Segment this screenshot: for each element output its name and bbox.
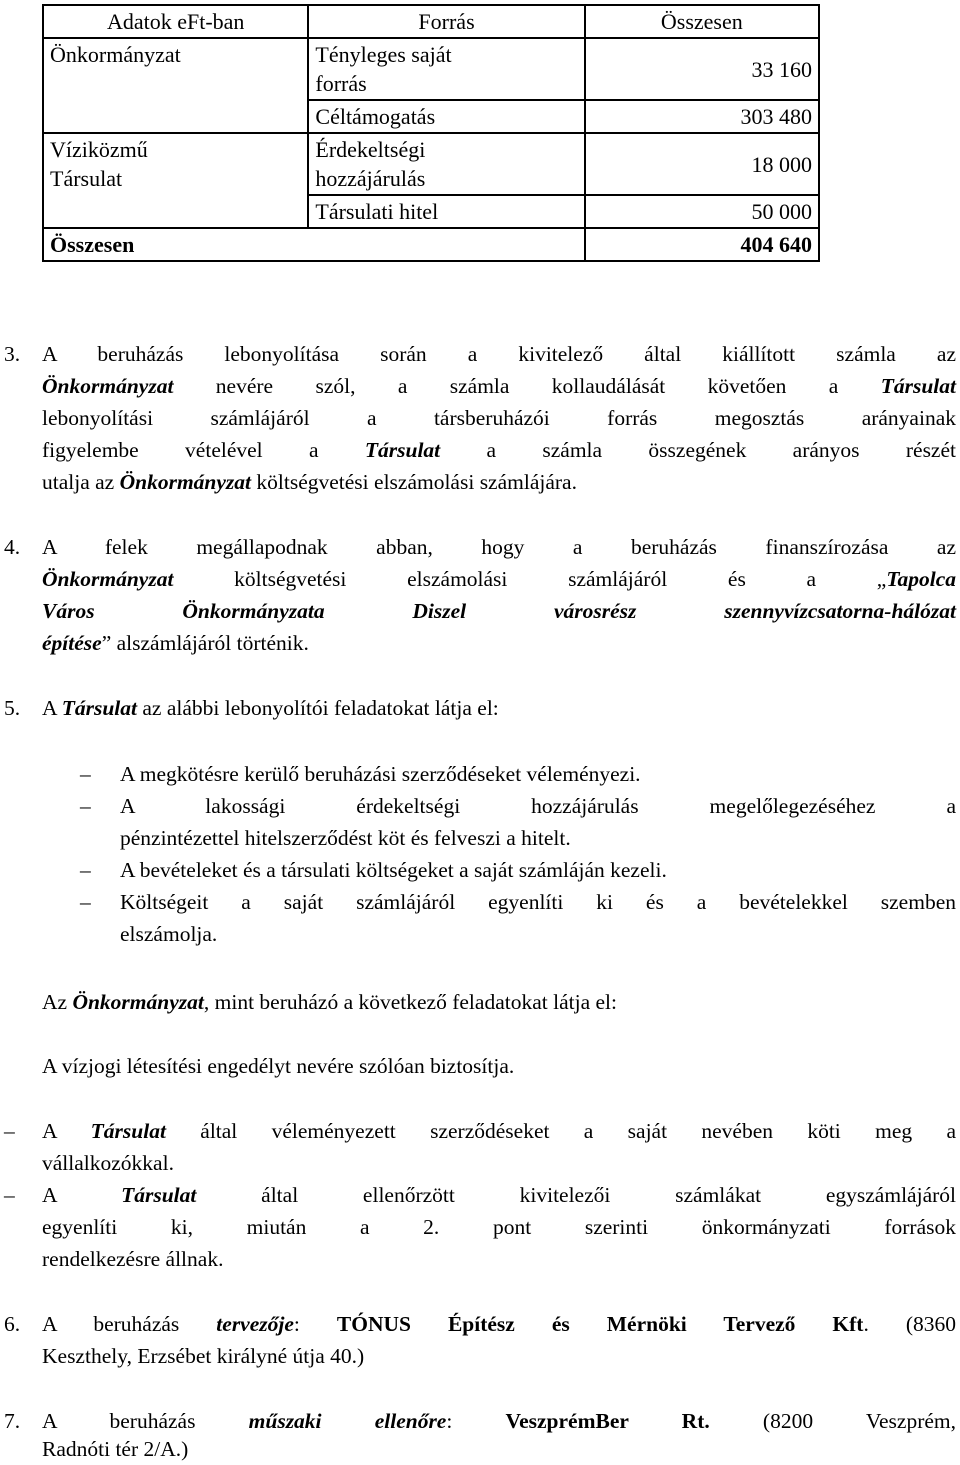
- table-header: Összesen: [585, 5, 819, 38]
- text-line: Az Önkormányzat, mint beruházó a következő feladatokat látja el:: [42, 990, 617, 1014]
- paragraph-number: 3.: [4, 342, 21, 366]
- list-item-continuation: elszámolja.: [120, 922, 218, 946]
- table-cell-source: Társulati hitel: [308, 195, 584, 228]
- list-item: A lakossági érdekeltségi hozzájárulás megelőlegezéséhez a: [120, 794, 956, 818]
- financing-table: [42, 4, 820, 262]
- table-cell-amount: 33 160: [585, 38, 819, 100]
- list-item-continuation: vállalkozókkal.: [42, 1151, 174, 1175]
- text-line: A beruházás tervezője: TÓNUS Építész és Mérnöki Tervező Kft. (8360: [42, 1312, 957, 1336]
- table-cell-entity: [43, 100, 308, 133]
- text-line: A Társulat az alábbi lebonyolítói feladatokat látja el:: [42, 696, 499, 720]
- list-item-continuation: pénzintézettel hitelszerződést köt és felveszi a hitelt.: [120, 826, 571, 850]
- table-header: Adatok eFt-ban: [43, 5, 308, 38]
- paragraph-number: 7.: [4, 1409, 21, 1433]
- text-line: A beruházás műszaki ellenőre: VeszprémBer Rt. (8200 Veszprém,: [42, 1409, 957, 1433]
- text-line: utalja az Önkormányzat költségvetési elszámolási számlájára.: [42, 470, 577, 494]
- list-item: A Társulat által véleményezett szerződéseket a saját nevében köti meg a: [42, 1119, 956, 1143]
- dash-bullet: –: [80, 890, 91, 914]
- table-cell-amount: 18 000: [585, 133, 819, 195]
- table-total-row: [43, 228, 819, 261]
- table-cell-entity: Önkormányzat: [43, 38, 308, 100]
- list-item: A Társulat által ellenőrzött kivitelezői számlákat egyszámlájáról: [42, 1183, 956, 1207]
- text-line: Önkormányzat költségvetési elszámolási számlájáról és a „Tapolca: [42, 567, 956, 591]
- text-line: A felek megállapodnak abban, hogy a beruházás finanszírozása az: [42, 535, 956, 559]
- text-line: lebonyolítási számlájáról a társberuházói forrás megosztás arányainak: [42, 406, 956, 430]
- list-item: A megkötésre kerülő beruházási szerződéseket véleményezi.: [120, 762, 641, 786]
- text-line: Önkormányzat nevére szól, a számla kollaudálását követően a Társulat: [42, 374, 956, 398]
- table-cell-amount: 303 480: [585, 100, 819, 133]
- table-row: [43, 195, 819, 228]
- table-row: [43, 133, 819, 195]
- table-header-row: [43, 5, 819, 38]
- table-cell-amount: 50 000: [585, 195, 819, 228]
- text-line: Radnóti tér 2/A.): [42, 1437, 189, 1461]
- table-cell-source: Céltámogatás: [308, 100, 584, 133]
- paragraph-number: 5.: [4, 696, 21, 720]
- text-line: Keszthely, Erzsébet királyné útja 40.): [42, 1344, 365, 1368]
- dash-bullet: –: [4, 1183, 15, 1207]
- text-line: A beruházás lebonyolítása során a kivitelező által kiállított számla az: [42, 342, 956, 366]
- paragraph-number: 4.: [4, 535, 21, 559]
- total-amount: 404 640: [585, 228, 819, 261]
- table-cell-entity: [43, 195, 308, 228]
- table-cell-source: Érdekeltségi hozzájárulás: [308, 133, 584, 195]
- dash-bullet: –: [80, 858, 91, 882]
- table-cell-source: Tényleges saját forrás: [308, 38, 584, 100]
- paragraph-number: 6.: [4, 1312, 21, 1336]
- dash-bullet: –: [80, 794, 91, 818]
- dash-bullet: –: [4, 1119, 15, 1143]
- total-label: Összesen: [43, 228, 585, 261]
- text-line: Város Önkormányzata Diszel városrész szennyvízcsatorna-hálózat: [42, 599, 956, 623]
- list-item: A bevételeket és a társulati költségeket a saját számláján kezeli.: [120, 858, 667, 882]
- table-row: [43, 38, 819, 100]
- list-item: Költségeit a saját számlájáról egyenlíti ki és a bevételekkel szemben: [120, 890, 956, 914]
- text-line: A vízjogi létesítési engedélyt nevére szólóan biztosítja.: [42, 1054, 515, 1078]
- table-cell-entity: Víziközmű Társulat: [43, 133, 308, 195]
- list-item-continuation: rendelkezésre állnak.: [42, 1247, 224, 1271]
- text-line: figyelembe vételével a Társulat a számla összegének arányos részét: [42, 438, 956, 462]
- table-header: Forrás: [308, 5, 584, 38]
- list-item-continuation: egyenlíti ki, miután a 2. pont szerinti önkormányzati források: [42, 1215, 956, 1239]
- table-row: [43, 100, 819, 133]
- text-line: építése” alszámlájáról történik.: [42, 631, 309, 655]
- dash-bullet: –: [80, 762, 91, 786]
